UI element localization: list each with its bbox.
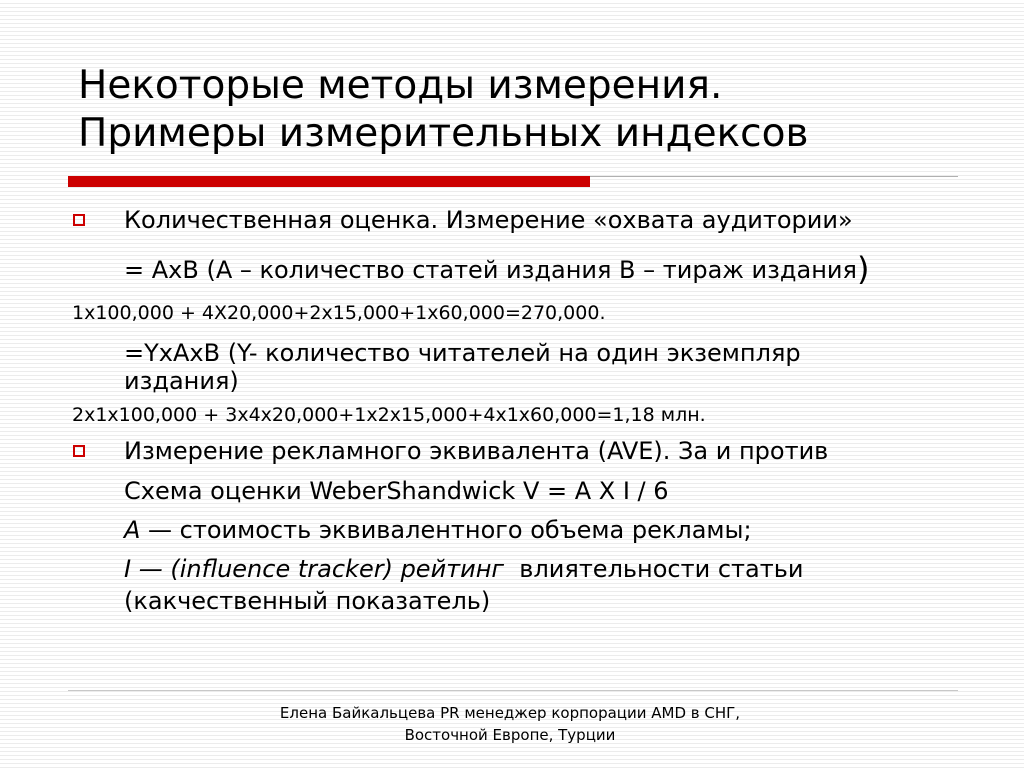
formula-reach	[124, 250, 870, 288]
footer-divider	[68, 690, 958, 691]
bullet-1-text: Количественная оценка. Измерение «охвата аудитории»	[124, 206, 853, 234]
bullet-2-text: Измерение рекламного эквивалента (AVE). За и против	[124, 437, 829, 465]
i-definition-line-2: (какчественный показатель)	[124, 587, 491, 615]
calc-readers: 2x1x100,000 + 3x4x20,000+1x2x15,000+4x1x60,000=1,18 млн.	[72, 404, 706, 426]
formula-reach-text: = AxB (A – количество статей издания B – тираж издания	[124, 256, 857, 284]
i-definition	[124, 554, 803, 584]
title-line-2: Примеры измерительных индексов	[78, 111, 809, 156]
title-line-1: Некоторые методы измерения.	[78, 63, 723, 108]
hollow-square-bullet-icon	[73, 445, 85, 457]
i-symbol: I — (influence tracker) рейтинг	[124, 555, 505, 583]
formula-readers-line-1: =YxAxB (Y- количество читателей на один экземпляр	[124, 339, 801, 367]
a-definition	[124, 515, 752, 545]
footer	[230, 702, 790, 746]
scheme-formula: Схема оценки WeberShandwick V = A X I / 6	[124, 477, 669, 505]
formula-reach-paren: )	[856, 250, 870, 288]
footer-line-2: Восточной Европе, Турции	[404, 726, 616, 744]
formula-readers-line-2: издания)	[124, 367, 239, 395]
a-description: — стоимость эквивалентного объема рекламы;	[140, 516, 752, 544]
footer-line-1: Елена Байкальцева PR менеджер корпорации AMD в СНГ,	[279, 704, 741, 722]
calc-reach: 1x100,000 + 4X20,000+2x15,000+1x60,000=270,000.	[72, 302, 606, 324]
i-description: влиятельности статьи	[504, 555, 804, 583]
a-symbol: A	[124, 516, 141, 544]
hollow-square-bullet-icon	[73, 214, 85, 226]
